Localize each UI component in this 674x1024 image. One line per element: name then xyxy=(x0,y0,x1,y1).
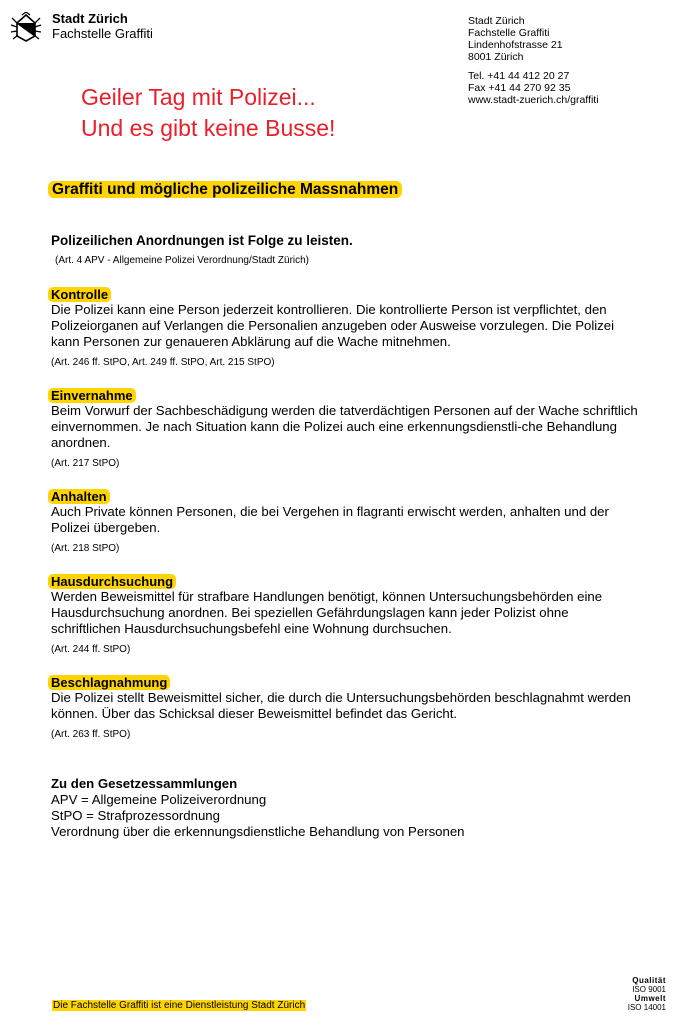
document-title xyxy=(48,181,402,199)
cert-iso: ISO 9001 xyxy=(632,985,666,994)
laws-title: Zu den Gesetzessammlungen xyxy=(51,776,238,791)
fax: Fax +41 44 270 92 35 xyxy=(468,82,571,94)
intro-title: Polizeilichen Anordnungen ist Folge zu leisten. xyxy=(51,233,353,248)
dept-name: Fachstelle Graffiti xyxy=(52,26,153,41)
law-line: StPO = Strafprozessordnung xyxy=(51,808,220,823)
cert-iso: ISO 14001 xyxy=(627,1003,666,1012)
handwritten-headline xyxy=(81,82,335,144)
address-line: Fachstelle Graffiti xyxy=(468,27,550,39)
section-ref: (Art. 218 StPO) xyxy=(51,543,120,554)
address-line: Stadt Zürich xyxy=(468,15,525,27)
address-line: Lindenhofstrasse 21 xyxy=(468,39,563,51)
tel: Tel. +41 44 412 20 27 xyxy=(468,70,570,82)
section-anhalten xyxy=(51,489,641,555)
section-body: Werden Beweismittel für strafbare Handlungen benötigt, können Untersuchungsbehörden eine Hausdurchsuchung anordnen. Bei speziellen Gefährdungslagen kann jeder Polizist ohne schriftlichen Hausdurchsuchungsbefehl eine Wohnung durchsuchen. xyxy=(51,589,603,636)
headline-line: Geiler Tag mit Polizei... xyxy=(81,84,316,110)
document-title-text: Graffiti und mögliche polizeiliche Massnahmen xyxy=(48,181,402,198)
section-ref: (Art. 217 StPO) xyxy=(51,458,120,469)
section-heading: Kontrolle xyxy=(51,287,641,302)
cert-label: Qualität xyxy=(632,976,666,985)
section-kontrolle xyxy=(51,287,641,369)
section-heading: Anhalten xyxy=(51,489,641,504)
section-heading: Einvernahme xyxy=(51,388,641,403)
org-name: Stadt Zürich xyxy=(52,11,128,26)
section-body: Die Polizei stellt Beweismittel sicher, die durch die Untersuchungsbehörden beschlagnahmt werden können. Über das Schicksal dieser Beweismittel befindet das Gericht. xyxy=(51,690,631,721)
section-einvernahme xyxy=(51,388,641,470)
section-heading: Beschlagnahmung xyxy=(51,675,641,690)
intro-block xyxy=(51,233,353,267)
section-ref: (Art. 246 ff. StPO, Art. 249 ff. StPO, Art. 215 StPO) xyxy=(51,357,275,368)
law-collections xyxy=(51,776,465,840)
intro-ref: (Art. 4 APV - Allgemeine Polizei Verordnung/Stadt Zürich) xyxy=(55,255,310,266)
law-line: APV = Allgemeine Polizeiverordnung xyxy=(51,792,267,807)
section-beschlagnahmung xyxy=(51,675,641,741)
zurich-coat-of-arms-logo xyxy=(9,12,43,44)
section-body: Auch Private können Personen, die bei Vergehen in flagranti erwischt werden, anhalten und der Polizei übergeben. xyxy=(51,504,609,535)
headline-line: Und es gibt keine Busse! xyxy=(81,115,336,141)
brand-block xyxy=(52,11,153,41)
section-heading: Hausdurchsuchung xyxy=(51,574,641,589)
section-body: Die Polizei kann eine Person jederzeit kontrollieren. Die kontrollierte Person ist verpflichtet, den Polizeiorganen auf Verlangen die Personalien anzugeben oder Ausweise vorzulegen. Die Polizei kann Personen zur genaueren Abklärung auf die Wache mitnehmen. xyxy=(51,302,615,349)
cert-label: Umwelt xyxy=(634,994,666,1003)
footer-text: Die Fachstelle Graffiti ist eine Dienstleistung Stadt Zürich xyxy=(53,1000,306,1011)
section-body: Beim Vorwurf der Sachbeschädigung werden die tatverdächtigen Personen auf der Wache schriftlich einvernommen. Je nach Situation kann die Polizei auch eine erkennungsdienstli-che Behandlung anordnen. xyxy=(51,403,638,450)
section-hausdurchsuchung xyxy=(51,574,641,656)
section-ref: (Art. 244 ff. StPO) xyxy=(51,644,131,655)
section-ref: (Art. 263 ff. StPO) xyxy=(51,729,131,740)
address-line: 8001 Zürich xyxy=(468,51,524,63)
certification-block xyxy=(600,976,666,1012)
website-link[interactable]: www.stadt-zuerich.ch/graffiti xyxy=(468,94,599,106)
address-block xyxy=(468,15,599,106)
footer-note xyxy=(52,1000,306,1011)
law-line: Verordnung über die erkennungsdienstliche Behandlung von Personen xyxy=(51,824,465,839)
